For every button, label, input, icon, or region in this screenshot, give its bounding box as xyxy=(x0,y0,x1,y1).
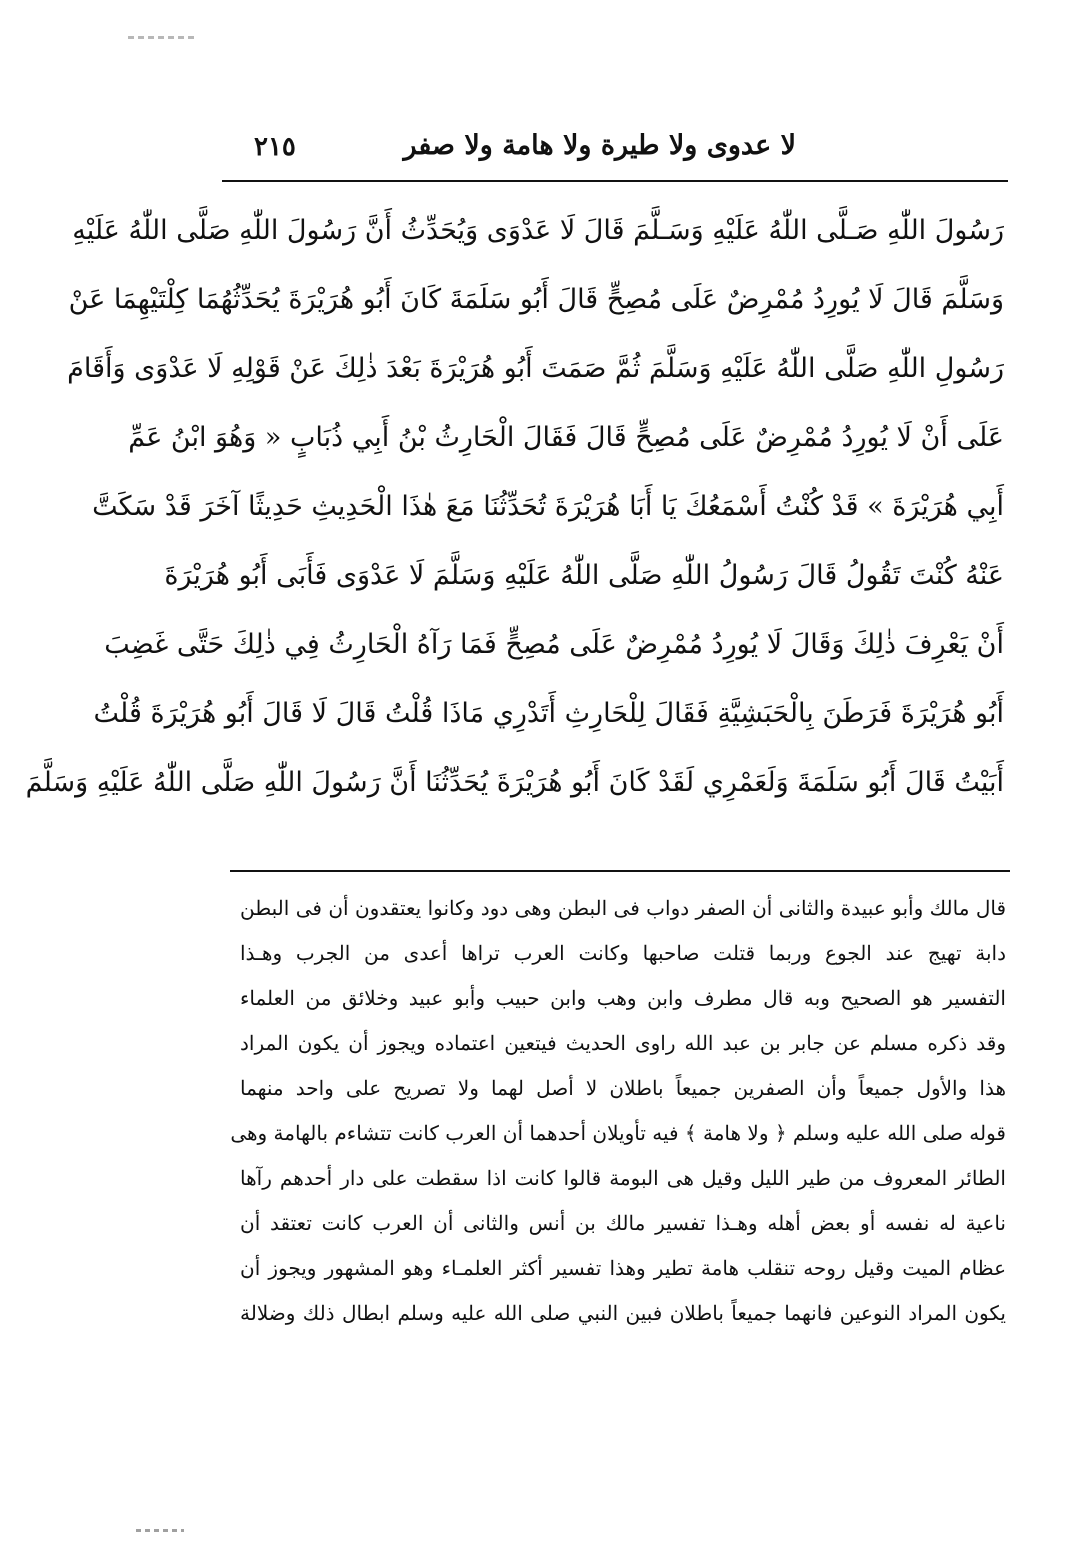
page-number: ٢١٥ xyxy=(254,132,296,162)
scan-artifact-bottom xyxy=(136,1529,184,1532)
commentary-text xyxy=(230,886,1006,1336)
hadith-line: عَلَى أَنْ لَا يُورِدُ مُمْرِضٌ عَلَى مُصِحٍّ قَالَ فَقَالَ الْحَارِثُ بْنُ أَبِي ذُبَابٍ « وَهُوَ ابْنُ عَمِّ xyxy=(128,422,1004,453)
commentary-line: هذا والأول جميعاً وأن الصفرين جميعاً باطلان لا أصل لهما ولا تصريح على واحد منهما xyxy=(240,1076,1006,1100)
commentary-line: الطائر المعروف من طير الليل وقيل هى البومة قالوا كانت اذا سقطت على دار أحدهم رآها xyxy=(240,1166,1006,1190)
commentary-line: دابة تهيج عند الجوع وربما قتلت صاحبها وكانت العرب تراها أعدى من الجرب وهـذا xyxy=(240,941,1006,965)
hadith-line: وَسَلَّمَ قَالَ لَا يُورِدُ مُمْرِضٌ عَلَى مُصِحٍّ قَالَ أَبُو سَلَمَةَ كَانَ أَبُو هُرَيْرَةَ يُحَدِّثُهُمَا كِلْتَيْهِمَا عَنْ xyxy=(68,284,1004,315)
page-header xyxy=(226,128,796,172)
hadith-line: أَبَيْتُ قَالَ أَبُو سَلَمَةَ وَلَعَمْرِي لَقَدْ كَانَ أَبُو هُرَيْرَةَ يُحَدِّثُنَا أَنَّ رَسُولَ اللّٰهِ صَلَّى اللّٰهُ عَلَيْهِ وَسَلَّمَ xyxy=(25,767,1004,798)
header-rule xyxy=(222,180,1008,182)
running-title: لا عدوى ولا طيرة ولا هامة ولا صفر xyxy=(403,130,796,161)
hadith-line: أَبِي هُرَيْرَةَ » قَدْ كُنْتُ أَسْمَعُكَ يَا أَبَا هُرَيْرَةَ تُحَدِّثُنَا مَعَ هٰذَا الْحَدِيثِ حَدِيثًا آخَرَ قَدْ سَكَتَّ xyxy=(92,491,1004,522)
commentary-line: التفسير هو الصحيح وبه قال مطرف وابن وهب وابن حبيب وأبو عبيد وخلائق من العلماء xyxy=(240,986,1006,1010)
commentary-line: وقد ذكره مسلم عن جابر بن عبد الله راوى الحديث فيتعين اعتماده ويجوز أن يكون المراد xyxy=(240,1031,1006,1055)
footnote-rule xyxy=(230,870,1010,872)
commentary-line: قال مالك وأبو عبيدة والثانى أن الصفر دواب فى البطن وهى دود وكانوا يعتقدون أن فى البطن xyxy=(240,896,1006,920)
commentary-line: عظام الميت وقيل روحه تنقلب هامة تطير وهذا تفسير أكثر العلمـاء وهو المشهور ويجوز أن xyxy=(240,1256,1006,1280)
hadith-line: أَنْ يَعْرِفَ ذٰلِكَ وَقَالَ لَا يُورِدُ مُمْرِضٌ عَلَى مُصِحٍّ فَمَا رَآهُ الْحَارِثُ فِي ذٰلِكَ حَتَّى غَضِبَ xyxy=(104,629,1004,660)
scan-artifact-top xyxy=(128,36,198,39)
commentary-line: يكون المراد النوعين فانهما جميعاً باطلان فبين النبي صلى الله عليه وسلم ابطال ذلك وضلالة xyxy=(240,1301,1006,1325)
hadith-line: عَنْهُ كُنْتَ تَقُولُ قَالَ رَسُولُ اللّٰهِ صَلَّى اللّٰهُ عَلَيْهِ وَسَلَّمَ لَا عَدْوَى فَأَبَى أَبُو هُرَيْرَةَ xyxy=(164,560,1004,591)
commentary-line: ناعية له نفسه أو بعض أهله وهـذا تفسير مالك بن أنس والثانى أن العرب كانت تعتقد أن xyxy=(240,1211,1006,1235)
hadith-text xyxy=(25,196,1004,817)
commentary-line: قوله صلى الله عليه وسلم ﴿ ولا هامة ﴾ فيه تأويلان أحدهما أن العرب كانت تتشاءم بالهامة وهى xyxy=(230,1121,1006,1145)
hadith-line: أَبُو هُرَيْرَةَ فَرَطَنَ بِالْحَبَشِيَّةِ فَقَالَ لِلْحَارِثِ أَتَدْرِي مَاذَا قُلْتُ قَالَ لَا قَالَ أَبُو هُرَيْرَةَ قُلْتُ xyxy=(93,698,1004,729)
hadith-line: رَسُولِ اللّٰهِ صَلَّى اللّٰهُ عَلَيْهِ وَسَلَّمَ ثُمَّ صَمَتَ أَبُو هُرَيْرَةَ بَعْدَ ذٰلِكَ عَنْ قَوْلِهِ لَا عَدْوَى وَأَقَامَ xyxy=(67,353,1004,384)
hadith-line: رَسُولَ اللّٰهِ صَـلَّى اللّٰهُ عَلَيْهِ وَسَـلَّمَ قَالَ لَا عَدْوَى وَيُحَدِّثُ أَنَّ رَسُولَ اللّٰهِ صَلَّى اللّٰهُ عَلَيْهِ xyxy=(72,215,1004,246)
